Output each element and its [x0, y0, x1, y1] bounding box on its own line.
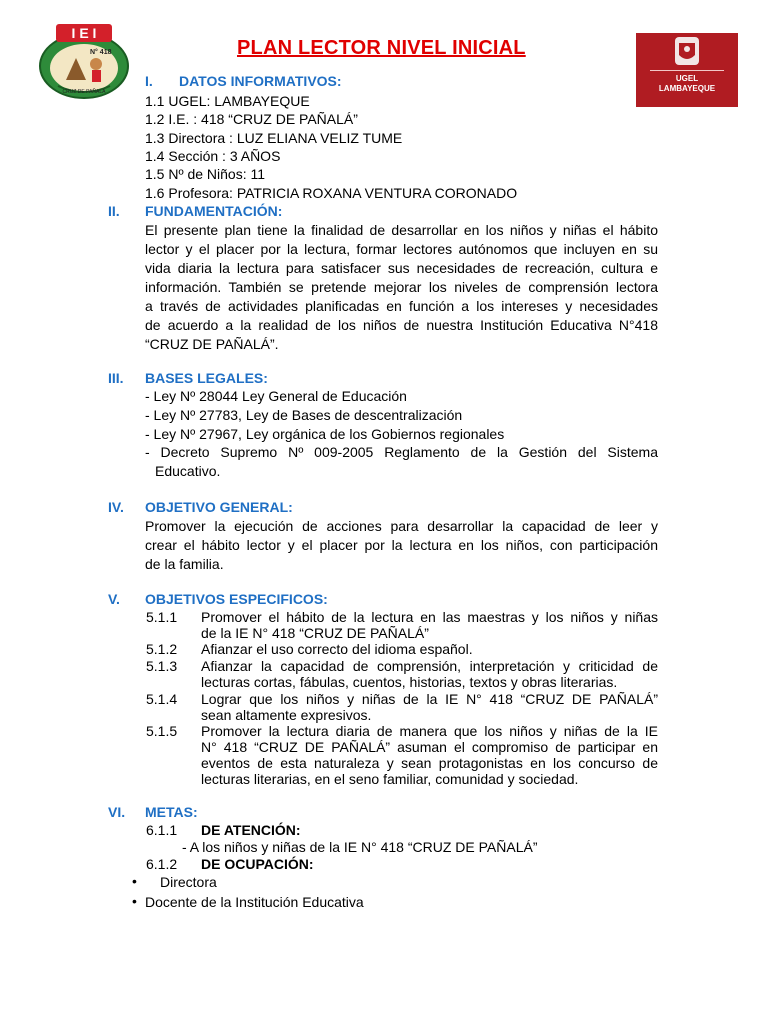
meta-title: DE ATENCIÓN:	[201, 822, 301, 838]
info-line-profesora: 1.6 Profesora: PATRICIA ROXANA VENTURA CORONADO	[145, 185, 518, 201]
fundamentacion-paragraph	[145, 221, 658, 354]
section-5-number: V.	[108, 591, 120, 607]
meta-line: - A los niños y niñas de la IE N° 418 “CRUZ DE PAÑALÁ”	[182, 839, 538, 855]
legal-item: - Ley Nº 27783, Ley de Bases de descentralización	[145, 407, 463, 423]
info-line-ie: 1.2 I.E. : 418 “CRUZ DE PAÑALÁ”	[145, 111, 358, 127]
fundamentacion-line: El presente plan tiene la finalidad de desarrollar en los niños y niñas el hábito	[145, 222, 658, 238]
info-line-seccion: 1.4 Sección : 3 AÑOS	[145, 148, 281, 164]
ugel-logo-line2: LAMBAYEQUE	[658, 84, 716, 93]
objective-text	[201, 691, 658, 723]
objective-number: 5.1.3	[146, 658, 178, 674]
fundamentacion-line: de acuerdo a la realidad de los niños de nuestra Institución Educativa N°418	[145, 317, 658, 333]
objective-line: Promover la lectura diaria de manera que los niños y niñas de la IE	[201, 723, 658, 739]
section-6-number: VI.	[108, 804, 126, 820]
meta-title: DE OCUPACIÓN:	[201, 856, 314, 872]
objective-line: Promover el hábito de la lectura en las maestras y los niños y niñas	[201, 609, 658, 625]
ugel-logo-line1: UGEL	[675, 74, 699, 83]
section-4-number: IV.	[108, 499, 124, 515]
meta-number: 6.1.2	[146, 856, 178, 872]
section-2-number: II.	[108, 203, 120, 219]
fundamentacion-line: información. También se pretende mejorar los niveles de comprensión lectora	[145, 279, 658, 295]
legal-item	[145, 443, 658, 462]
fundamentacion-line: vida diaria la lectura para satisfacer sus necesidades de recreación, cultura e	[145, 260, 658, 276]
objective-line: de la IE N° 418 “CRUZ DE PAÑALÁ”	[201, 625, 429, 641]
section-3-number: III.	[108, 370, 124, 386]
logo-number-text: N° 418	[90, 49, 112, 56]
objetivo-general-line: Promover la ejecución de acciones para desarrollar la capacidad de leer y	[145, 518, 658, 534]
bullet-dot: •	[132, 893, 137, 909]
meta-number: 6.1.1	[146, 822, 178, 838]
fundamentacion-line: a través de actividades planificadas en función a los intereses y necesidades	[145, 298, 658, 314]
fundamentacion-line: “CRUZ DE PAÑALÁ”.	[145, 336, 279, 352]
bullet-item: Docente de la Institución Educativa	[145, 894, 364, 910]
iei-logo	[38, 20, 130, 100]
fundamentacion-line: lector y el placer por la lectura, formar lectores autónomos que incluyen en su	[145, 241, 658, 257]
section-4-title: OBJETIVO GENERAL:	[145, 499, 293, 515]
objective-text	[201, 609, 658, 641]
section-6-title: METAS:	[145, 804, 198, 820]
objective-number: 5.1.4	[146, 691, 178, 707]
objetivo-general-paragraph	[145, 517, 658, 574]
objective-text	[201, 723, 658, 787]
objective-number: 5.1.5	[146, 723, 178, 739]
objective-text	[201, 641, 658, 657]
objective-line: sean altamente expresivos.	[201, 707, 372, 723]
info-line-directora: 1.3 Directora : LUZ ELIANA VELIZ TUME	[145, 130, 403, 146]
section-1-title: DATOS INFORMATIVOS:	[179, 73, 342, 89]
objective-line: Afianzar el uso correcto del idioma español.	[201, 641, 473, 657]
logo-banner-text: I E I	[71, 25, 97, 41]
section-5-title: OBJETIVOS ESPECIFICOS:	[145, 591, 328, 607]
objective-line: Lograr que los niños y niñas de la IE N° 418 “CRUZ DE PAÑALÁ”	[201, 691, 658, 707]
section-2-title: FUNDAMENTACIÓN:	[145, 203, 283, 219]
objective-text	[201, 658, 658, 690]
legal-item: - Ley Nº 27967, Ley orgánica de los Gobiernos regionales	[145, 426, 505, 442]
info-line-ninos: 1.5 Nº de Niños: 11	[145, 166, 266, 182]
objective-line: lecturas literarias, en el seno familiar, comunidad y sociedad.	[201, 771, 579, 787]
objective-line: eventos de esta naturaleza y sean protagonistas en los concurso de	[201, 755, 658, 771]
objective-number: 5.1.1	[146, 609, 178, 625]
bullet-item: Directora	[160, 874, 217, 890]
objective-line: N° 418 “CRUZ DE PAÑALÁ” asuman el compromiso de participar en	[201, 739, 658, 755]
objective-number: 5.1.2	[146, 641, 178, 657]
legal-item-line: - Decreto Supremo Nº 009-2005 Reglamento de la Gestión del Sistema	[145, 444, 658, 460]
info-line-ugel: 1.1 UGEL: LAMBAYEQUE	[145, 93, 310, 109]
logo-name-text: CRUZ DE PAÑALÁ	[62, 89, 106, 95]
legal-item-continuation: Educativo.	[155, 463, 221, 479]
legal-item: - Ley Nº 28044 Ley General de Educación	[145, 388, 407, 404]
section-3-title: BASES LEGALES:	[145, 370, 268, 386]
bullet-dot: •	[132, 873, 137, 889]
page-title: PLAN LECTOR NIVEL INICIAL	[237, 37, 526, 59]
objetivo-general-line: crear el hábito lector y el placer por la lectura en los niños, con participación	[145, 537, 658, 553]
ugel-logo	[636, 33, 738, 107]
objective-line: lecturas cortas, fábulas, cuentos, historias, textos y obras literarias.	[201, 674, 618, 690]
objetivo-general-line: de la familia.	[145, 556, 224, 572]
section-1-number: I.	[145, 73, 153, 89]
objective-line: Afianzar la capacidad de comprensión, interpretación y criticidad de	[201, 658, 658, 674]
